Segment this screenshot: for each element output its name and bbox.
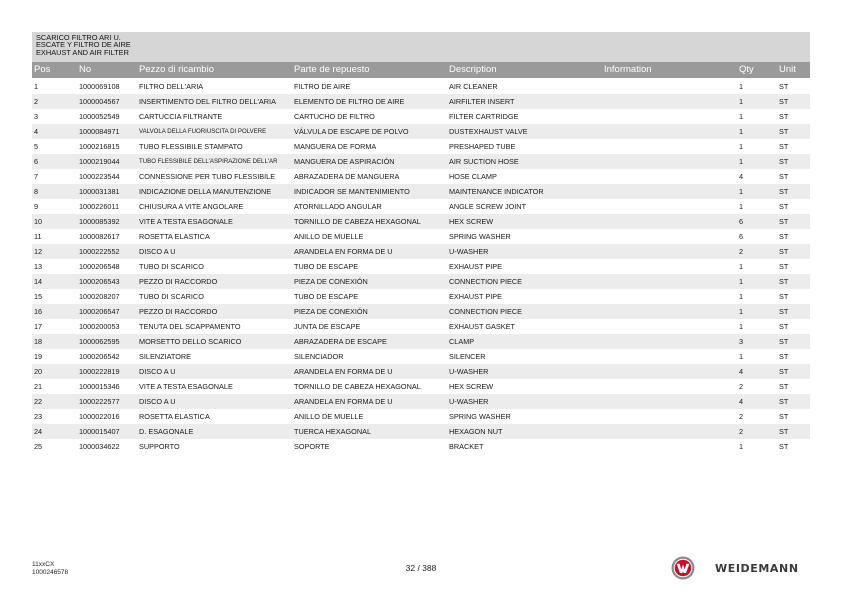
cell-pos: 6 — [34, 156, 39, 166]
cell-qty: 2 — [739, 246, 744, 256]
cell-pos: 13 — [34, 261, 43, 271]
cell-part-number: 1000222552 — [79, 246, 120, 256]
cell-pos: 8 — [34, 186, 39, 196]
cell-unit: ST — [779, 336, 789, 346]
cell-pos: 14 — [34, 276, 43, 286]
cell-part-number: 1000216815 — [79, 141, 120, 151]
cell-spanish-name: TUBO DE ESCAPE — [294, 261, 359, 271]
cell-italian-name: INSERTIMENTO DEL FILTRO DELL'ARIA — [139, 97, 276, 106]
cell-unit: ST — [779, 111, 789, 121]
cell-part-number: 1000219044 — [79, 156, 120, 166]
table-row — [32, 184, 810, 199]
cell-qty: 2 — [739, 381, 744, 391]
table-row — [32, 214, 810, 229]
cell-pos: 17 — [34, 321, 43, 331]
table-row — [32, 229, 810, 244]
cell-italian-name: ROSETTA ELASTICA — [139, 412, 210, 421]
cell-part-number: 1000015346 — [79, 381, 120, 391]
cell-spanish-name: VÁLVULA DE ESCAPE DE POLVO — [294, 126, 409, 136]
cell-description: U-WASHER — [449, 366, 489, 376]
cell-part-number: 1000069108 — [79, 81, 120, 91]
cell-qty: 1 — [739, 291, 744, 301]
cell-part-number: 1000062595 — [79, 336, 120, 346]
cell-italian-name: MORSETTO DELLO SCARICO — [139, 337, 242, 346]
cell-part-number: 1000052549 — [79, 111, 120, 121]
cell-unit: ST — [779, 411, 789, 421]
cell-unit: ST — [779, 321, 789, 331]
cell-qty: 2 — [739, 411, 744, 421]
cell-italian-name: VITE A TESTA ESAGONALE — [139, 382, 233, 391]
cell-part-number: 1000200053 — [79, 321, 120, 331]
cell-spanish-name: FILTRO DE AIRE — [294, 81, 351, 91]
cell-spanish-name: MANGUERA DE FORMA — [294, 141, 377, 151]
cell-italian-name: SUPPORTO — [139, 442, 180, 451]
parts-table-body — [32, 79, 810, 454]
cell-part-number: 1000206543 — [79, 276, 120, 286]
cell-part-number: 1000206547 — [79, 306, 120, 316]
page-number: 32 / 388 — [405, 563, 437, 573]
header-description: Description — [449, 64, 497, 75]
cell-description: PRESHAPED TUBE — [449, 141, 516, 151]
table-row — [32, 319, 810, 334]
cell-italian-name: SILENZIATORE — [139, 352, 192, 361]
section-title-block — [32, 32, 810, 62]
cell-unit: ST — [779, 291, 789, 301]
cell-part-number: 1000208207 — [79, 291, 120, 301]
cell-pos: 1 — [34, 81, 39, 91]
table-row — [32, 409, 810, 424]
cell-italian-name: VALVOLA DELLA FUORIUSCITA DI POLVERE — [139, 128, 267, 136]
cell-pos: 16 — [34, 306, 43, 316]
cell-pos: 12 — [34, 246, 43, 256]
cell-pos: 19 — [34, 351, 43, 361]
cell-qty: 1 — [739, 351, 744, 361]
cell-italian-name: DISCO A U — [139, 367, 176, 376]
cell-spanish-name: TORNILLO DE CABEZA HEXAGONAL — [294, 216, 421, 226]
table-row — [32, 154, 810, 169]
cell-spanish-name: ANILLO DE MUELLE — [294, 411, 364, 421]
cell-qty: 1 — [739, 276, 744, 286]
cell-description: HEX SCREW — [449, 381, 494, 391]
cell-pos: 25 — [34, 441, 43, 451]
header-qty: Qty — [739, 64, 754, 75]
cell-qty: 1 — [739, 156, 744, 166]
table-row — [32, 289, 810, 304]
cell-description: ANGLE SCREW JOINT — [449, 201, 527, 211]
title-spanish: ESCATE Y FILTRO DE AIRE — [36, 40, 131, 50]
cell-description: HEX SCREW — [449, 216, 494, 226]
table-row — [32, 424, 810, 439]
cell-unit: ST — [779, 201, 789, 211]
cell-spanish-name: ARANDELA EN FORMA DE U — [294, 396, 393, 406]
cell-description: EXHAUST PIPE — [449, 261, 502, 271]
cell-italian-name: PEZZO DI RACCORDO — [139, 307, 218, 316]
table-row — [32, 169, 810, 184]
cell-description: U-WASHER — [449, 246, 489, 256]
cell-spanish-name: PIEZA DE CONEXIÓN — [294, 306, 368, 316]
cell-spanish-name: ABRAZADERA DE MANGUERA — [294, 171, 400, 181]
cell-qty: 6 — [739, 216, 744, 226]
table-row — [32, 244, 810, 259]
cell-pos: 18 — [34, 336, 43, 346]
cell-spanish-name: PIEZA DE CONEXIÓN — [294, 276, 368, 286]
cell-description: EXHAUST PIPE — [449, 291, 502, 301]
cell-unit: ST — [779, 396, 789, 406]
table-header — [32, 62, 810, 78]
cell-spanish-name: ABRAZADERA DE ESCAPE — [294, 336, 387, 346]
cell-qty: 2 — [739, 426, 744, 436]
cell-spanish-name: SILENCIADOR — [294, 351, 344, 361]
table-row — [32, 124, 810, 139]
cell-description: CONNECTION PIECE — [449, 306, 522, 316]
cell-part-number: 1000222577 — [79, 396, 120, 406]
cell-description: SILENCER — [449, 351, 486, 361]
cell-pos: 2 — [34, 96, 39, 106]
cell-qty: 1 — [739, 111, 744, 121]
cell-part-number: 1000031381 — [79, 186, 120, 196]
cell-description: AIR CLEANER — [449, 81, 498, 91]
cell-description: AIRFILTER INSERT — [449, 96, 515, 106]
cell-spanish-name: SOPORTE — [294, 441, 330, 451]
cell-unit: ST — [779, 351, 789, 361]
cell-description: CONNECTION PIECE — [449, 276, 522, 286]
cell-qty: 6 — [739, 231, 744, 241]
cell-description: SPRING WASHER — [449, 231, 511, 241]
cell-spanish-name: ELEMENTO DE FILTRO DE AIRE — [294, 96, 405, 106]
cell-unit: ST — [779, 276, 789, 286]
cell-qty: 1 — [739, 186, 744, 196]
cell-unit: ST — [779, 231, 789, 241]
table-row — [32, 274, 810, 289]
cell-unit: ST — [779, 186, 789, 196]
footer-doc-number: 1000246578 — [32, 568, 69, 576]
cell-spanish-name: TUERCA HEXAGONAL — [294, 426, 372, 436]
cell-pos: 20 — [34, 366, 43, 376]
cell-qty: 1 — [739, 306, 744, 316]
cell-description: MAINTENANCE INDICATOR — [449, 186, 544, 196]
header-italian: Pezzo di ricambio — [139, 64, 214, 75]
cell-italian-name: CHIUSURA A VITE ANGOLARE — [139, 202, 244, 211]
header-information: Information — [604, 64, 652, 75]
cell-description: EXHAUST GASKET — [449, 321, 515, 331]
cell-pos: 24 — [34, 426, 43, 436]
cell-spanish-name: JUNTA DE ESCAPE — [294, 321, 361, 331]
title-italian: SCARICO FILTRO ARI U. — [36, 32, 121, 42]
cell-unit: ST — [779, 81, 789, 91]
table-row — [32, 139, 810, 154]
cell-qty: 4 — [739, 366, 744, 376]
cell-italian-name: D. ESAGONALE — [139, 427, 194, 436]
table-row — [32, 199, 810, 214]
cell-unit: ST — [779, 366, 789, 376]
cell-part-number: 1000034622 — [79, 441, 120, 451]
cell-part-number: 1000206542 — [79, 351, 120, 361]
cell-qty: 1 — [739, 81, 744, 91]
cell-part-number: 1000004567 — [79, 96, 120, 106]
cell-description: HEXAGON NUT — [449, 426, 503, 436]
header-no: No — [79, 64, 92, 75]
table-row — [32, 259, 810, 274]
cell-unit: ST — [779, 261, 789, 271]
cell-qty: 1 — [739, 126, 744, 136]
cell-pos: 15 — [34, 291, 43, 301]
cell-unit: ST — [779, 126, 789, 136]
cell-pos: 4 — [34, 126, 39, 136]
cell-pos: 23 — [34, 411, 43, 421]
cell-italian-name: FILTRO DELL'ARIA — [139, 82, 204, 91]
header-spanish: Parte de repuesto — [294, 64, 370, 75]
cell-italian-name: CONNESSIONE PER TUBO FLESSIBILE — [139, 172, 276, 181]
cell-description: FILTER CARTRIDGE — [449, 111, 519, 121]
cell-unit: ST — [779, 246, 789, 256]
cell-spanish-name: ANILLO DE MUELLE — [294, 231, 364, 241]
title-english: EXHAUST AND AIR FILTER — [36, 47, 129, 57]
cell-pos: 10 — [34, 216, 43, 226]
cell-spanish-name: CARTUCHO DE FILTRO — [294, 111, 375, 121]
table-row — [32, 394, 810, 409]
weidemann-w-logo-icon — [671, 556, 695, 580]
cell-unit: ST — [779, 171, 789, 181]
cell-unit: ST — [779, 306, 789, 316]
cell-part-number: 1000223544 — [79, 171, 120, 181]
cell-italian-name: TUBO DI SCARICO — [139, 262, 204, 271]
table-row — [32, 379, 810, 394]
cell-unit: ST — [779, 141, 789, 151]
cell-unit: ST — [779, 441, 789, 451]
cell-italian-name: DISCO A U — [139, 247, 176, 256]
cell-description: DUSTEXHAUST VALVE — [449, 126, 528, 136]
cell-part-number: 1000085392 — [79, 216, 120, 226]
header-unit: Unit — [779, 64, 796, 75]
cell-qty: 4 — [739, 171, 744, 181]
cell-part-number: 1000082617 — [79, 231, 120, 241]
cell-unit: ST — [779, 156, 789, 166]
cell-unit: ST — [779, 96, 789, 106]
cell-italian-name: DISCO A U — [139, 397, 176, 406]
header-pos: Pos — [34, 64, 51, 75]
cell-pos: 22 — [34, 396, 43, 406]
cell-qty: 1 — [739, 261, 744, 271]
cell-qty: 3 — [739, 336, 744, 346]
cell-qty: 1 — [739, 321, 744, 331]
cell-spanish-name: ATORNILLADO ANGULAR — [294, 201, 382, 211]
cell-italian-name: VITE A TESTA ESAGONALE — [139, 217, 233, 226]
table-row — [32, 349, 810, 364]
cell-italian-name: PEZZO DI RACCORDO — [139, 277, 218, 286]
table-row — [32, 109, 810, 124]
cell-italian-name: INDICAZIONE DELLA MANUTENZIONE — [139, 187, 272, 196]
cell-description: AIR SUCTION HOSE — [449, 156, 519, 166]
cell-pos: 5 — [34, 141, 39, 151]
cell-spanish-name: TUBO DE ESCAPE — [294, 291, 359, 301]
cell-spanish-name: TORNILLO DE CABEZA HEXAGONAL — [294, 381, 421, 391]
cell-pos: 11 — [34, 231, 42, 241]
cell-italian-name: TUBO FLESSIBILE STAMPATO — [139, 142, 243, 151]
cell-part-number: 1000206548 — [79, 261, 120, 271]
table-row — [32, 79, 810, 94]
cell-part-number: 1000222819 — [79, 366, 120, 376]
cell-unit: ST — [779, 381, 789, 391]
table-row — [32, 364, 810, 379]
cell-unit: ST — [779, 426, 789, 436]
cell-qty: 4 — [739, 396, 744, 406]
cell-description: HOSE CLAMP — [449, 171, 497, 181]
cell-description: SPRING WASHER — [449, 411, 511, 421]
cell-unit: ST — [779, 216, 789, 226]
cell-spanish-name: ARANDELA EN FORMA DE U — [294, 366, 393, 376]
cell-description: CLAMP — [449, 336, 475, 346]
brand-name: WEIDEMANN — [715, 562, 799, 575]
cell-qty: 1 — [739, 96, 744, 106]
cell-qty: 1 — [739, 441, 744, 451]
cell-qty: 1 — [739, 141, 744, 151]
cell-pos: 3 — [34, 111, 39, 121]
footer-model: 11xxCX — [32, 561, 55, 568]
cell-spanish-name: MANGUERA DE ASPIRACIÓN — [294, 156, 395, 166]
cell-description: BRACKET — [449, 441, 484, 451]
cell-part-number: 1000022016 — [79, 411, 120, 421]
cell-qty: 1 — [739, 201, 744, 211]
cell-part-number: 1000226011 — [79, 201, 120, 211]
cell-italian-name: TENUTA DEL SCAPPAMENTO — [139, 322, 241, 331]
cell-italian-name: TUBO DI SCARICO — [139, 292, 204, 301]
cell-pos: 7 — [34, 171, 39, 181]
cell-pos: 9 — [34, 201, 39, 211]
cell-description: U-WASHER — [449, 396, 489, 406]
cell-part-number: 1000015407 — [79, 426, 120, 436]
cell-part-number: 1000084971 — [79, 126, 120, 136]
cell-pos: 21 — [34, 381, 43, 391]
cell-spanish-name: INDICADOR SE MANTENIMIENTO — [294, 186, 410, 196]
table-row — [32, 439, 810, 454]
cell-italian-name: TUBO FLESSIBILE DELL'ASPIRAZIONE DELL'AR — [139, 158, 278, 166]
table-row — [32, 334, 810, 349]
cell-italian-name: CARTUCCIA FILTRANTE — [139, 112, 223, 121]
cell-spanish-name: ARANDELA EN FORMA DE U — [294, 246, 393, 256]
table-row — [32, 304, 810, 319]
table-row — [32, 94, 810, 109]
cell-italian-name: ROSETTA ELASTICA — [139, 232, 210, 241]
